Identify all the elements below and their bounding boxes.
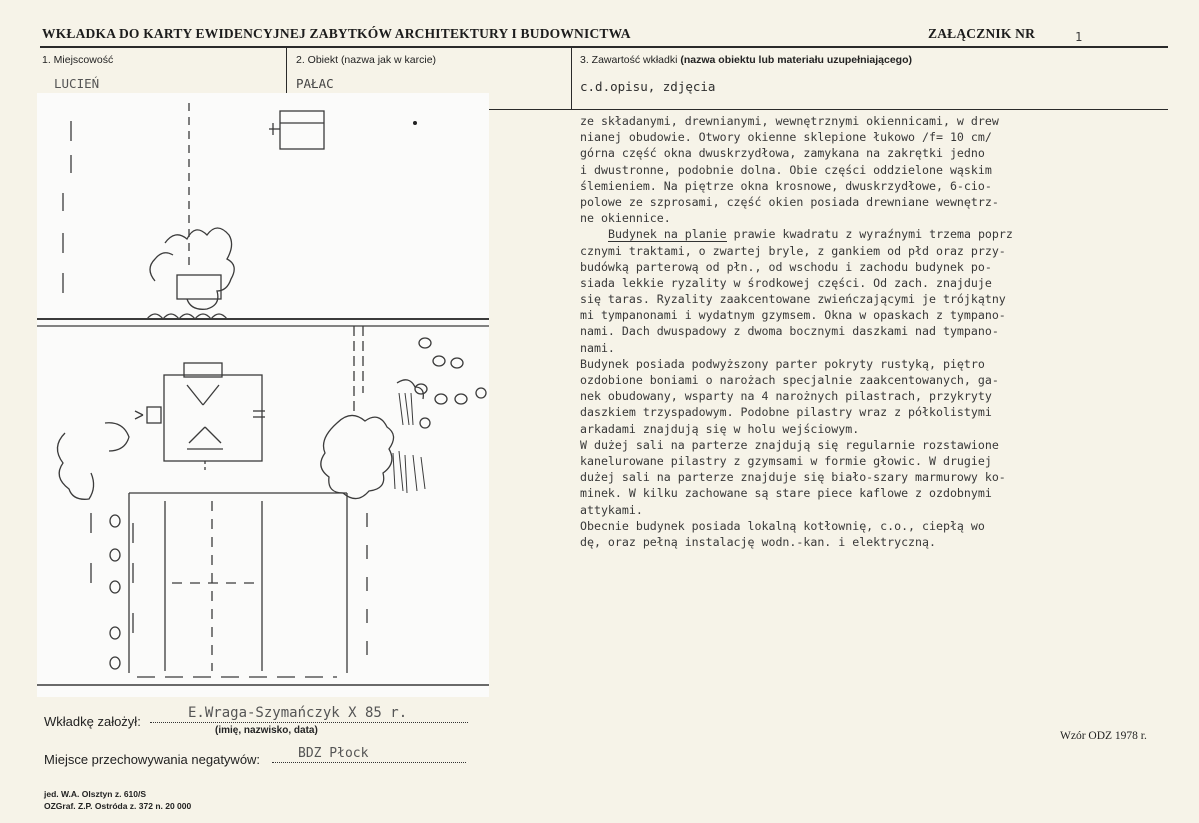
storage-dotted-line xyxy=(272,762,466,764)
locality-label: 1. Miejscowość xyxy=(42,54,114,66)
storage-value: BDZ Płock xyxy=(298,746,369,761)
text-line: górna część okna dwuskrzydłowa, zamykana na zakrętki jedno xyxy=(580,146,985,161)
text-line: i dwustronne, podobnie dolna. Obie części oddzielone wąskim xyxy=(580,162,992,177)
field-bottom-rule xyxy=(489,109,1168,110)
founded-label: Wkładkę założył: xyxy=(44,714,141,729)
founded-value: E.Wraga-Szymańczyk X 85 r. xyxy=(188,705,408,721)
text-line: mi tympanonami i wydatnym gzymsem. Okna w opaskach z tympano- xyxy=(580,308,1006,323)
attachment-label: ZAŁĄCZNIK NR xyxy=(928,26,1036,41)
text-line: budówką parterową od płn., od wschodu i zachodu budynek po- xyxy=(580,259,992,274)
text-line: W dużej sali na parterze znajdują się regularnie rozstawione xyxy=(580,437,999,452)
print-info-1: jed. W.A. Olsztyn z. 610/S xyxy=(44,789,147,799)
text-line: polowe ze szprosami, część okien posiada drewniane wewnętrz- xyxy=(580,194,999,209)
text-line: kanelurowane pilastry z gzymsami w formie głowic. W drugiej xyxy=(580,453,992,468)
founded-hint: (imię, nazwisko, data) xyxy=(215,725,318,736)
contents-value: c.d.opisu, zdjęcia xyxy=(580,79,716,94)
text-line: arkadami znajdują się w holu wejściowym. xyxy=(580,421,860,436)
text-line: cznymi traktami, o zwartej bryle, z gankiem od płd oraz przy- xyxy=(580,243,1006,258)
text-line: siada lekkie ryzality w środkowej części. Od zach. znajduje xyxy=(580,275,992,290)
text-line: nianej obudowie. Otwory okienne sklepione łukowo /f= 10 cm/ xyxy=(580,130,992,145)
form-model: Wzór ODZ 1978 r. xyxy=(1060,730,1147,742)
founded-dotted-line xyxy=(150,722,468,724)
description-text xyxy=(580,113,1199,583)
attachment-number: 1 xyxy=(1075,30,1083,44)
text-line: dużej sali na parterze znajduje się biało-szary marmurowy ko- xyxy=(580,470,1006,485)
text-line: minek. W kilku zachowane są stare piece kaflowe z ozdobnymi xyxy=(580,486,992,501)
text-line: daszkiem trzyspadowym. Podobne pilastry wraz z półkolistymi xyxy=(580,405,992,420)
print-info-2: OZGraf. Z.P. Ostróda z. 372 n. 20 000 xyxy=(44,801,192,811)
contents-label: 3. Zawartość wkładki (nazwa obiektu lub materiału uzupełniającego) xyxy=(580,54,912,66)
text-line: nami. Dach dwuspadowy z dwoma bocznymi daszkami nad tympano- xyxy=(580,324,999,339)
text-line: się taras. Ryzality zaakcentowane zwieńczającymi je trójkątny xyxy=(580,292,1006,307)
field-divider-1 xyxy=(286,48,287,94)
header-rule xyxy=(40,46,1168,48)
text-line: attykami. xyxy=(580,502,643,517)
text-line: ne okiennice. xyxy=(580,211,671,226)
storage-label: Miejsce przechowywania negatywów: xyxy=(44,752,261,767)
text-line: ślemieniem. Na piętrze okna krosnowe, dwuskrzydłowe, 6-cio- xyxy=(580,178,992,193)
site-plan-drawing xyxy=(37,93,489,697)
object-label: 2. Obiekt (nazwa jak w karcie) xyxy=(296,54,437,66)
locality-value: LUCIEŃ xyxy=(54,76,100,91)
text-line: dę, oraz pełną instalację wodn.-kan. i elektryczną. xyxy=(580,534,936,549)
text-line: Budynek na planie prawie kwadratu z wyraźnymi trzema poprz xyxy=(608,227,1013,242)
text-line: nek obudowany, wsparty na 4 narożnych pilastrach, przykryty xyxy=(580,389,992,404)
text-line: Obecnie budynek posiada lokalną kotłownię, c.o., ciepłą wo xyxy=(580,518,985,533)
site-plan-photo xyxy=(37,93,489,697)
sheet-title: WKŁADKA DO KARTY EWIDENCYJNEJ ZABYTKÓW ARCHITEKTURY I BUDOWNICTWA xyxy=(42,26,631,41)
object-value: PAŁAC xyxy=(296,76,334,91)
text-line: ozdobione boniami o narożach specjalnie zaakcentowanych, ga- xyxy=(580,373,999,387)
field-divider-2 xyxy=(571,48,572,110)
text-line: Budynek posiada podwyższony parter pokryty rustyką, piętro xyxy=(580,356,985,371)
text-line: nami. xyxy=(580,340,615,355)
underlined-phrase: Budynek na planie xyxy=(608,227,727,242)
text-line: ze składanymi, drewnianymi, wewnętrznymi okiennicami, w drew xyxy=(580,114,999,128)
